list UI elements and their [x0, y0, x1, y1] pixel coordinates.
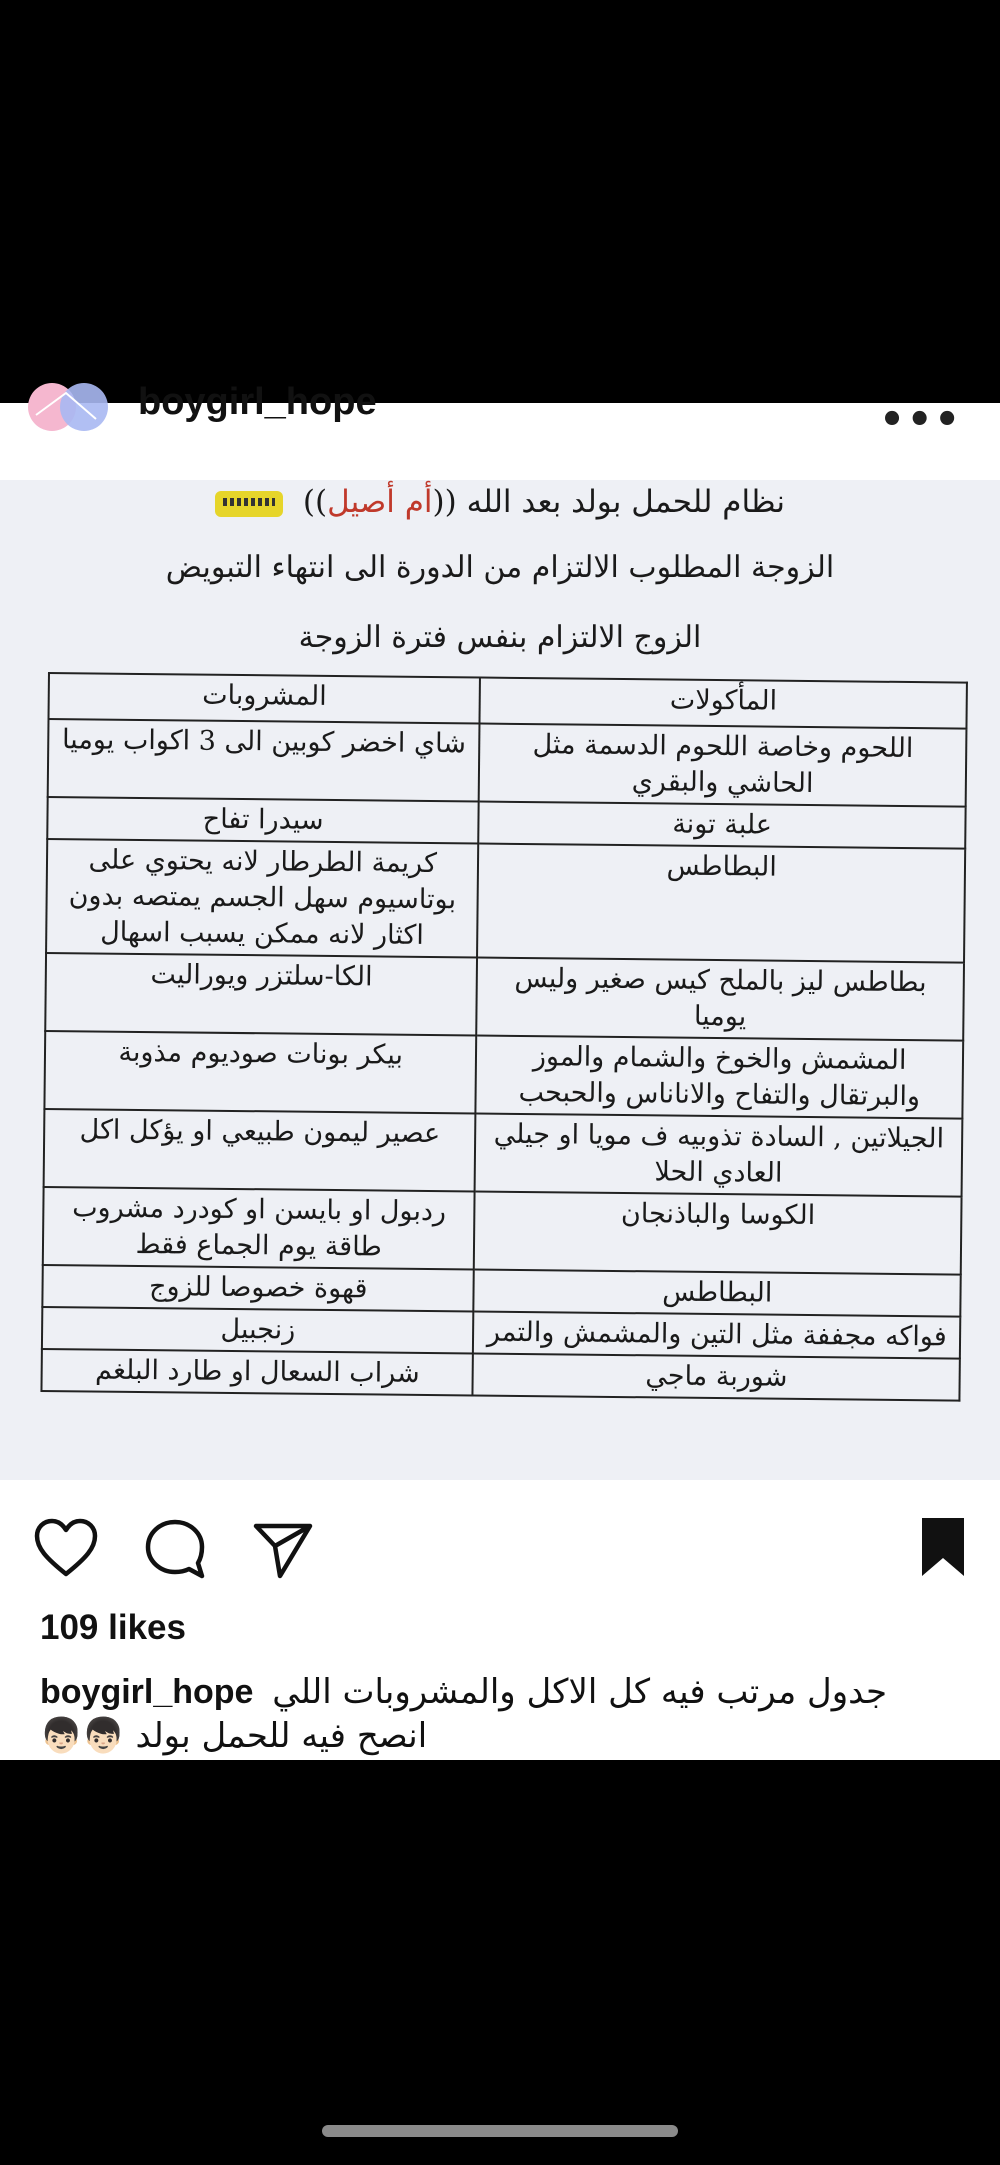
drink-cell: ردبول او بايسن او كودرد مشروب طاقة يوم الجماع فقط — [43, 1187, 475, 1270]
table-row — [41, 1349, 959, 1401]
post-header — [0, 381, 1000, 480]
table-row — [44, 1031, 963, 1119]
bookmark-icon[interactable] — [918, 1516, 968, 1578]
comment-icon[interactable] — [142, 1516, 208, 1582]
food-cell: فواكه مجففة مثل التين والمشمش والتمر — [473, 1311, 960, 1358]
document-subtitle-husband: الزوج الالتزام بنفس فترة الزوجة — [298, 620, 702, 655]
food-cell: البطاطس — [477, 844, 965, 963]
food-cell: اللحوم وخاصة اللحوم الدسمة مثل الحاشي والبقري — [479, 724, 966, 807]
heart-icon[interactable] — [32, 1516, 100, 1580]
header-drinks: المشروبات — [49, 673, 481, 724]
post-username[interactable]: boygirl_hope — [138, 381, 377, 423]
drink-cell: قهوة خصوصا للزوج — [42, 1265, 474, 1312]
header-foods: المأكولات — [480, 678, 967, 729]
food-cell: علبة تونة — [479, 802, 966, 849]
food-cell: بطاطس ليز بالملح كيس صغير وليس يوميا — [477, 958, 964, 1041]
food-cell: البطاطس — [474, 1269, 961, 1316]
caption-username[interactable]: boygirl_hope — [40, 1673, 254, 1711]
more-options-icon[interactable]: ••• — [879, 397, 962, 443]
home-indicator[interactable] — [322, 2125, 678, 2137]
document-title: نظام للحمل بولد بعد الله ((أم أصيل)) — [0, 484, 1000, 520]
table-row — [46, 839, 965, 963]
paper-plane-icon[interactable] — [250, 1516, 316, 1582]
post-caption — [40, 1670, 960, 1758]
food-table — [40, 672, 967, 1402]
food-cell: شوربة ماجي — [473, 1353, 960, 1400]
drink-cell: عصير ليمون طبيعي او يؤكل اكل — [44, 1109, 476, 1192]
drink-cell: شراب السعال او طارد البلغم — [41, 1349, 473, 1396]
document-subtitle-wife: الزوجة المطلوب الالتزام من الدورة الى انتهاء التبويض — [165, 550, 835, 585]
table-row — [45, 953, 964, 1041]
like-count[interactable]: 109 likes — [40, 1608, 186, 1647]
food-cell: المشمش والخوخ والشمام والموز والبرتقال والتفاح والاناناس والحبحب — [476, 1036, 963, 1119]
post-photo — [0, 480, 1000, 1480]
drink-cell: سيدرا تفاح — [47, 797, 479, 844]
drink-cell: الكا-سلتزر ويوراليت — [45, 953, 477, 1036]
drink-cell: شاي اخضر كوبين الى 3 اكواب يوميا — [48, 719, 480, 802]
sticker-icon — [215, 491, 283, 517]
post-actions — [0, 1480, 1000, 1760]
table-row — [43, 1187, 962, 1275]
food-cell: الكوسا والباذنجان — [474, 1192, 961, 1275]
table-row — [44, 1109, 963, 1197]
drink-cell: زنجبيل — [42, 1307, 474, 1354]
drink-cell: بيكر بونات صوديوم مذوبة — [44, 1031, 476, 1114]
caption-text: جدول مرتب فيه كل الاكل والمشروبات اللي انصح فيه للحمل بولد 👦🏻👦🏻 — [40, 1672, 888, 1756]
food-cell: الجيلاتين , السادة تذوبيه ف مويا او جيلي العادي الحلا — [475, 1114, 962, 1197]
table-row — [48, 719, 967, 807]
avatar[interactable] — [26, 385, 112, 447]
drink-cell: كريمة الطرطار لانه يحتوي على بوتاسيوم سهل الجسم يمتصه بدون اكثار لانه ممكن يسبب اسهال — [46, 839, 479, 958]
